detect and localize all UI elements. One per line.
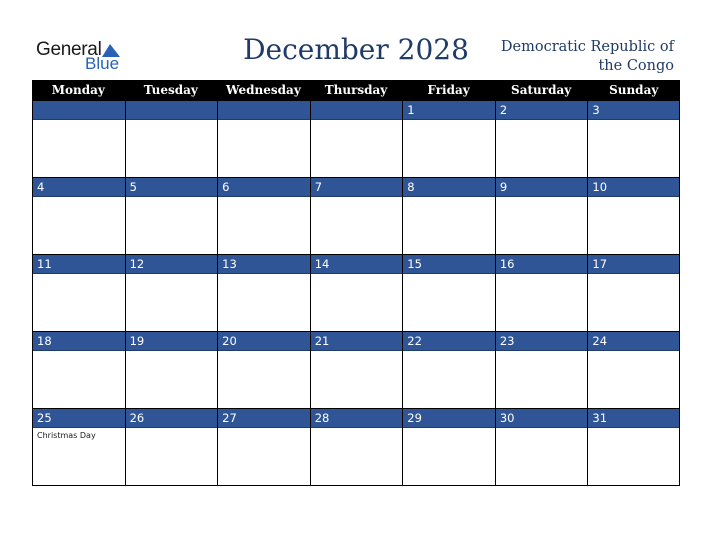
day-cell	[587, 255, 680, 332]
day-number: 7	[311, 178, 403, 197]
day-number: 10	[588, 178, 679, 197]
day-cell	[125, 101, 218, 178]
day-cell	[217, 332, 310, 409]
week-row	[32, 409, 680, 486]
day-number: 28	[311, 409, 403, 428]
day-number: 2	[496, 101, 588, 120]
day-number: 19	[126, 332, 218, 351]
day-number: 26	[126, 409, 218, 428]
calendar-grid	[32, 80, 680, 486]
day-number: 11	[33, 255, 125, 274]
day-number: 8	[403, 178, 495, 197]
day-number: 4	[33, 178, 125, 197]
day-number: 22	[403, 332, 495, 351]
day-number: 31	[588, 409, 679, 428]
day-cell	[402, 332, 495, 409]
day-cell	[495, 332, 588, 409]
day-number: 18	[33, 332, 125, 351]
day-cell	[587, 101, 680, 178]
day-cell	[125, 255, 218, 332]
day-number	[33, 101, 125, 120]
region-name: Democratic Republic of the Congo	[500, 39, 674, 74]
day-cell	[587, 332, 680, 409]
day-cell	[32, 409, 125, 486]
day-cell	[587, 178, 680, 255]
day-number: 25	[33, 409, 125, 428]
day-of-week-label: Sunday	[609, 83, 659, 97]
week-row	[32, 178, 680, 255]
day-number	[126, 101, 218, 120]
day-cell	[125, 178, 218, 255]
day-of-week-label: Saturday	[511, 83, 572, 97]
day-cell	[495, 409, 588, 486]
day-number: 17	[588, 255, 679, 274]
day-cell	[310, 101, 403, 178]
day-cell	[402, 101, 495, 178]
day-cell	[32, 332, 125, 409]
day-cell	[495, 101, 588, 178]
day-of-week-label: Friday	[427, 83, 470, 97]
day-cell	[32, 178, 125, 255]
day-number: 16	[496, 255, 588, 274]
day-of-week-label: Thursday	[324, 83, 388, 97]
day-cell	[495, 255, 588, 332]
day-number: 1	[403, 101, 495, 120]
day-cell	[125, 409, 218, 486]
day-of-week-label: Wednesday	[226, 83, 301, 97]
week-row	[32, 332, 680, 409]
day-number: 13	[218, 255, 310, 274]
day-cell	[310, 409, 403, 486]
day-number: 14	[311, 255, 403, 274]
day-cell	[32, 101, 125, 178]
day-number: 6	[218, 178, 310, 197]
day-of-week-header	[32, 80, 680, 101]
page-title: December 2028	[243, 33, 469, 66]
day-number: 20	[218, 332, 310, 351]
day-cell	[125, 332, 218, 409]
day-number: 21	[311, 332, 403, 351]
day-cell	[402, 409, 495, 486]
holiday-label: Christmas Day	[37, 431, 96, 440]
logo-word-blue: Blue	[85, 54, 120, 73]
logo-word-general: General	[36, 39, 102, 60]
day-number: 24	[588, 332, 679, 351]
day-number: 23	[496, 332, 588, 351]
day-cell	[495, 178, 588, 255]
day-cell	[32, 255, 125, 332]
day-cell	[402, 255, 495, 332]
day-number	[311, 101, 403, 120]
day-number	[218, 101, 310, 120]
day-number: 9	[496, 178, 588, 197]
day-of-week-label: Tuesday	[143, 83, 198, 97]
day-number: 29	[403, 409, 495, 428]
day-cell	[310, 332, 403, 409]
day-of-week-label: Monday	[51, 83, 105, 97]
week-row	[32, 255, 680, 332]
day-cell	[217, 178, 310, 255]
week-row	[32, 101, 680, 178]
day-cell	[310, 178, 403, 255]
day-number: 5	[126, 178, 218, 197]
day-number: 3	[588, 101, 679, 120]
day-number: 30	[496, 409, 588, 428]
day-cell	[310, 255, 403, 332]
day-cell	[217, 255, 310, 332]
day-cell	[402, 178, 495, 255]
day-cell	[217, 409, 310, 486]
day-cell	[587, 409, 680, 486]
day-number: 12	[126, 255, 218, 274]
day-cell	[217, 101, 310, 178]
day-number: 27	[218, 409, 310, 428]
day-number: 15	[403, 255, 495, 274]
